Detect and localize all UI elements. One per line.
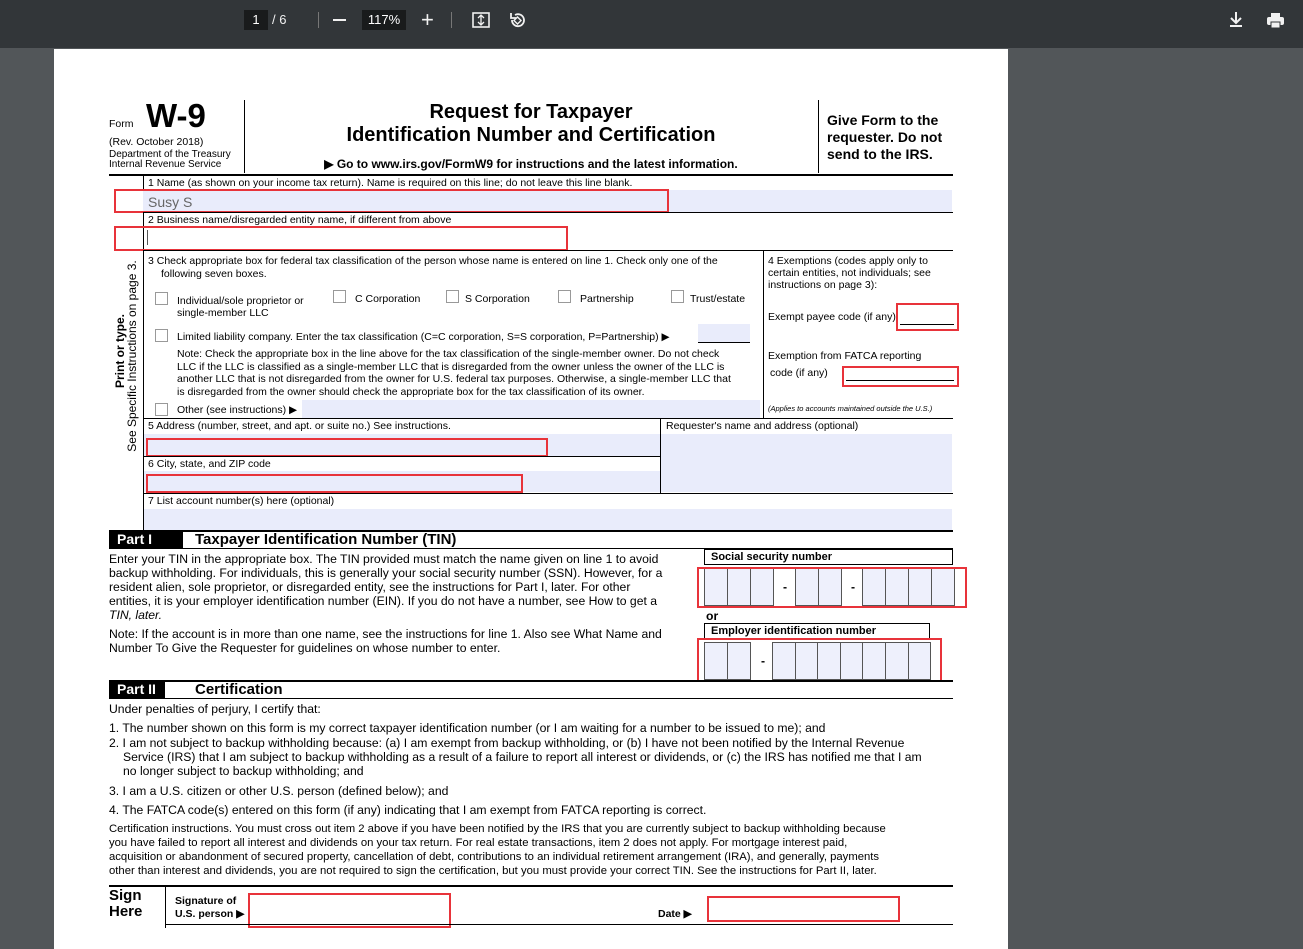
exemptions-label: 4 Exemptions (codes apply only to: [768, 255, 928, 267]
goto-link-text: ▶ Go to www.irs.gov/FormW9 for instructions and the latest information.: [324, 157, 738, 171]
fatca-highlight: [842, 366, 959, 387]
city-label: 6 City, state, and ZIP code: [148, 458, 271, 470]
llc-label: Limited liability company. Enter the tax classification (C=C corporation, S=S corporation, P=Partnership) ▶: [177, 331, 670, 343]
form-title-1: Request for Taxpayer: [429, 101, 633, 123]
exempt-payee-label: Exempt payee code (if any): [768, 311, 896, 323]
or-label: or: [706, 609, 719, 623]
here-label: Here: [109, 903, 143, 920]
other-input[interactable]: [302, 400, 760, 418]
c-corp-checkbox[interactable]: [333, 290, 346, 303]
part2-title: Certification: [195, 681, 283, 698]
part1-note: Note: If the account is in more than one name, see the instructions for line 1. Also see What Name and: [109, 627, 662, 641]
exemptions-label-3: instructions on page 3):: [768, 279, 878, 291]
sign-label: Sign: [109, 887, 142, 904]
dept: Department of the Treasury: [109, 149, 231, 160]
part1-text: resident alien, sole proprietor, or disregarded entity, see the instructions for Part I, later. For other: [109, 580, 631, 594]
page-total: / 6: [272, 12, 287, 27]
individual-label-2: single-member LLC: [177, 307, 269, 319]
exempt-payee-highlight: [896, 303, 959, 331]
zoom-out-minus-icon[interactable]: [333, 19, 346, 21]
account-input[interactable]: [144, 509, 952, 530]
signature-label: Signature of: [175, 895, 237, 907]
fit-page-icon[interactable]: [472, 11, 490, 29]
part1-text: entities, it is your employer identification number (EIN). If you do not have a number, see How to get a: [109, 594, 658, 608]
partnership-label: Partnership: [580, 293, 634, 305]
individual-checkbox[interactable]: [155, 292, 168, 305]
side-see-instructions: See Specific Instructions on page 3.: [125, 260, 139, 452]
name-input[interactable]: Susy S: [148, 194, 193, 210]
form-word: Form: [109, 118, 134, 130]
give-form-2: requester. Do not: [827, 129, 943, 145]
fatca-label-2: code (if any): [770, 367, 828, 379]
other-checkbox[interactable]: [155, 403, 168, 416]
certify-item: 4. The FATCA code(s) entered on this form (if any) indicating that I am exempt from FATCA reporting is correct.: [109, 803, 707, 817]
fatca-label: Exemption from FATCA reporting: [768, 350, 922, 362]
city-highlight: [146, 474, 523, 493]
divider: [451, 12, 452, 28]
give-form-1: Give Form to the: [827, 112, 939, 128]
trust-label: Trust/estate: [690, 293, 746, 305]
part2-tag: Part II: [109, 681, 165, 698]
line1-label: 1 Name (as shown on your income tax return). Name is required on this line; do not leave this line blank.: [148, 177, 633, 189]
individual-label: Individual/sole proprietor or: [177, 295, 304, 307]
part1-tag: Part I: [109, 531, 183, 548]
note-line: Note: Check the appropriate box in the line above for the tax classification of the single-member owner. Do not check: [177, 348, 720, 360]
signature-field[interactable]: [248, 893, 451, 928]
give-form-3: send to the IRS.: [827, 146, 933, 162]
cert-instructions: other than interest and dividends, you are not required to sign the certification, but you must provide your correct TIN. See the instructions for Part II, later.: [109, 865, 877, 877]
account-label: 7 List account number(s) here (optional): [148, 495, 335, 507]
note-line: LLC if the LLC is classified as a single-member LLC that is disregarded from the owner unless the owner of the LLC is: [177, 361, 725, 373]
part1-text: backup withholding. For individuals, this is generally your social security number (SSN). However, for a: [109, 566, 663, 580]
llc-checkbox[interactable]: [155, 329, 168, 342]
certify-item: Service (IRS) that I am subject to backup withholding as a result of a failure to report all interest or dividends, or (c) the IRS has notified me that I am: [123, 750, 922, 764]
zoom-in-plus-icon[interactable]: +: [421, 7, 434, 32]
pdf-toolbar: [0, 0, 1303, 48]
part1-text: Enter your TIN in the appropriate box. The TIN provided must match the name given on line 1 to avoid: [109, 552, 659, 566]
business-name-highlight: [114, 226, 568, 251]
certify-item: 1. The number shown on this form is my correct taxpayer identification number (or I am waiting for a number to be issued to me); and: [109, 721, 826, 735]
exemptions-label-2: certain entities, not individuals; see: [768, 267, 931, 279]
trust-checkbox[interactable]: [671, 290, 684, 303]
part1-note: Number To Give the Requester for guidelines on whose number to enter.: [109, 641, 501, 655]
zoom-level[interactable]: 117%: [362, 10, 406, 30]
certify-item: 2. I am not subject to backup withholding because: (a) I am exempt from backup withholding, or (b) I have not been notified by the Internal Revenue: [109, 736, 905, 750]
line3-label: 3 Check appropriate box for federal tax classification of the person whose name is entered on line 1. Check only one of the: [148, 255, 718, 267]
date-field[interactable]: [707, 896, 900, 922]
ein-highlight: [697, 638, 942, 682]
s-corp-checkbox[interactable]: [446, 290, 459, 303]
address-highlight: [146, 438, 548, 457]
requester-label: Requester's name and address (optional): [666, 420, 859, 432]
cert-instructions: you have failed to report all interest and dividends on your tax return. For real estate transactions, item 2 does not apply. For mortgage interest paid,: [109, 837, 848, 849]
requester-input[interactable]: [661, 434, 952, 492]
certify-item: 3. I am a U.S. citizen or other U.S. person (defined below); and: [109, 784, 449, 798]
ssn-label: Social security number: [704, 549, 953, 565]
note-line: is disregarded from the owner should check the appropriate box for the tax classification of its owner.: [177, 386, 645, 398]
part1-title: Taxpayer Identification Number (TIN): [195, 531, 457, 548]
rotate-icon[interactable]: [508, 11, 526, 29]
line3-label-2: following seven boxes.: [161, 268, 267, 280]
print-icon[interactable]: [1266, 12, 1285, 29]
partnership-checkbox[interactable]: [558, 290, 571, 303]
form-name: W-9: [146, 97, 206, 134]
form-title-2: Identification Number and Certification: [346, 124, 716, 146]
other-label: Other (see instructions) ▶: [177, 404, 298, 416]
address-label: 5 Address (number, street, and apt. or suite no.) See instructions.: [148, 420, 451, 432]
ein-label: Employer identification number: [704, 623, 930, 639]
cert-instructions: Certification instructions. You must cross out item 2 above if you have been notified by the IRS that you are currently subject to backup withholding because: [109, 823, 886, 835]
side-print-type: Print or type.: [113, 314, 127, 389]
signature-label-2: U.S. person ▶: [175, 908, 245, 920]
part1-text: TIN, later.: [109, 608, 163, 622]
download-icon[interactable]: [1228, 11, 1244, 29]
digit-separator: -: [761, 654, 766, 668]
c-corp-label: C Corporation: [355, 293, 421, 305]
ssn-highlight: [697, 567, 967, 608]
fatca-applies-note: (Applies to accounts maintained outside the U.S.): [768, 404, 933, 413]
line2-label: 2 Business name/disregarded entity name, if different from above: [148, 214, 452, 226]
form-rev: (Rev. October 2018): [109, 136, 204, 148]
certify-intro: Under penalties of perjury, I certify that:: [109, 702, 321, 716]
irs: Internal Revenue Service: [109, 159, 222, 170]
cert-instructions: acquisition or abandonment of secured property, cancellation of debt, contributions to an individual retirement arrangement (IRA), and generally, payments: [109, 851, 880, 863]
certify-item: no longer subject to backup withholding; and: [123, 764, 364, 778]
digit-separator: -: [851, 580, 856, 594]
s-corp-label: S Corporation: [465, 293, 530, 305]
note-line: another LLC that is not disregarded from the owner for U.S. federal tax purposes. Otherwise, a single-member LLC that: [177, 373, 731, 385]
digit-separator: -: [783, 580, 788, 594]
divider: [318, 12, 319, 28]
page-number-input[interactable]: 1: [244, 10, 268, 30]
name-highlight: [114, 189, 669, 213]
llc-classification-input[interactable]: [698, 324, 750, 343]
date-label: Date ▶: [658, 908, 692, 920]
